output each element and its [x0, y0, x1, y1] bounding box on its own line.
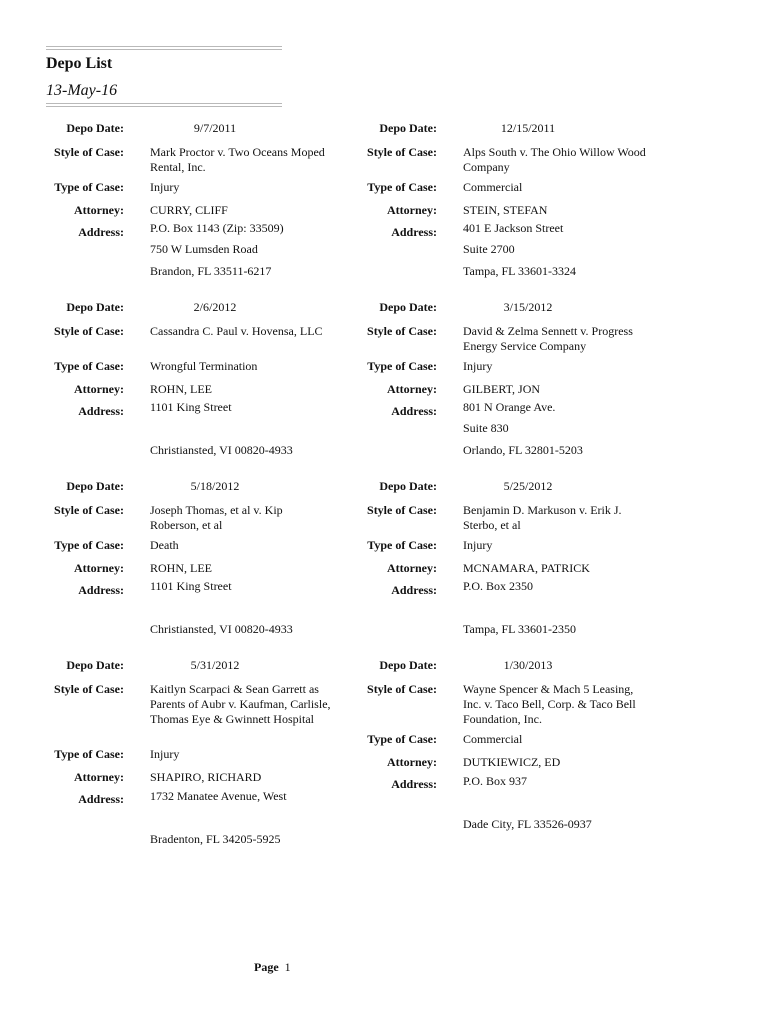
address-city: Bradenton, FL 34205-5925 [150, 832, 281, 846]
address-line-1: P.O. Box 1143 (Zip: 33509) [150, 221, 284, 235]
type-of-case-label: Type of Case: [54, 359, 124, 373]
depo-date-label: Depo Date: [379, 121, 437, 135]
style-of-case-value: Kaitlyn Scarpaci & Sean Garrett as Parents of Aubr v. Kaufman, Carlisle, Thomas Eye & Gwinnett Hospital [150, 682, 331, 726]
depo-date-value: 12/15/2011 [500, 121, 556, 135]
address-line-1: P.O. Box 937 [463, 774, 528, 788]
depo-date-label: Depo Date: [66, 121, 124, 135]
style-of-case-value: Cassandra C. Paul v. Hovensa, LLC [150, 324, 323, 338]
depo-date-label: Depo Date: [66, 479, 124, 493]
address-label: Address: [78, 225, 124, 239]
style-of-case-label: Style of Case: [367, 145, 437, 159]
type-of-case-label: Type of Case: [367, 359, 437, 373]
address-line-1: 1101 King Street [150, 400, 232, 414]
type-of-case-value: Injury [463, 538, 493, 552]
depo-date-value: 3/15/2012 [503, 300, 553, 314]
address-label: Address: [78, 792, 124, 806]
attorney-value: CURRY, CLIFF [150, 203, 228, 217]
type-of-case-label: Type of Case: [54, 747, 124, 761]
attorney-value: DUTKIEWICZ, ED [463, 755, 561, 769]
attorney-label: Attorney: [387, 382, 437, 396]
attorney-label: Attorney: [387, 203, 437, 217]
page-title: Depo List [46, 55, 113, 72]
type-of-case-value: Death [150, 538, 179, 552]
page-label: Page [254, 960, 279, 974]
address-label: Address: [391, 583, 437, 597]
address-city: Christiansted, VI 00820-4933 [150, 443, 293, 457]
type-of-case-label: Type of Case: [367, 538, 437, 552]
address-label: Address: [78, 583, 124, 597]
type-of-case-value: Injury [150, 747, 180, 761]
depo-entry [313, 479, 693, 649]
depo-entry [313, 300, 693, 470]
address-line-2: Suite 830 [463, 421, 509, 435]
style-of-case-label: Style of Case: [367, 682, 437, 696]
style-of-case-label: Style of Case: [367, 324, 437, 338]
header-rule-top [46, 46, 282, 50]
address-line-1: P.O. Box 2350 [463, 579, 534, 593]
header-rule-bottom [46, 103, 282, 107]
depo-date-value: 5/18/2012 [190, 479, 240, 493]
attorney-label: Attorney: [387, 755, 437, 769]
type-of-case-value: Injury [463, 359, 493, 373]
address-city: Christiansted, VI 00820-4933 [150, 622, 293, 636]
address-line-2: 750 W Lumsden Road [150, 242, 258, 256]
address-city: Dade City, FL 33526-0937 [463, 817, 592, 831]
depo-date-label: Depo Date: [379, 479, 437, 493]
type-of-case-label: Type of Case: [54, 538, 124, 552]
style-of-case-label: Style of Case: [54, 503, 124, 517]
attorney-value: GILBERT, JON [463, 382, 541, 396]
depo-date-label: Depo Date: [379, 300, 437, 314]
style-of-case-value: Joseph Thomas, et al v. Kip Roberson, et al [150, 503, 283, 532]
page-number: 1 [284, 960, 291, 974]
type-of-case-value: Wrongful Termination [150, 359, 258, 373]
address-label: Address: [391, 777, 437, 791]
depo-date-value: 2/6/2012 [193, 300, 237, 314]
type-of-case-value: Commercial [463, 732, 523, 746]
address-label: Address: [391, 225, 437, 239]
depo-date-value: 1/30/2013 [503, 658, 553, 672]
address-line-1: 1732 Manatee Avenue, West [150, 789, 287, 803]
attorney-label: Attorney: [74, 561, 124, 575]
report-date: 13-May-16 [46, 82, 118, 99]
type-of-case-label: Type of Case: [367, 180, 437, 194]
attorney-label: Attorney: [74, 770, 124, 784]
attorney-label: Attorney: [74, 382, 124, 396]
attorney-label: Attorney: [387, 561, 437, 575]
style-of-case-label: Style of Case: [54, 145, 124, 159]
attorney-value: STEIN, STEFAN [463, 203, 548, 217]
depo-date-value: 5/31/2012 [190, 658, 240, 672]
address-city: Tampa, FL 33601-2350 [463, 622, 577, 636]
style-of-case-value: Wayne Spencer & Mach 5 Leasing, Inc. v. Taco Bell, Corp. & Taco Bell Foundation, Inc. [463, 682, 636, 726]
depo-entry [313, 121, 693, 291]
depo-entry [313, 658, 693, 831]
attorney-label: Attorney: [74, 203, 124, 217]
address-label: Address: [391, 404, 437, 418]
style-of-case-value: Mark Proctor v. Two Oceans Moped Rental, Inc. [150, 145, 325, 174]
style-of-case-value: Alps South v. The Ohio Willow Wood Company [463, 145, 646, 174]
address-city: Brandon, FL 33511-6217 [150, 264, 272, 278]
depo-date-value: 9/7/2011 [193, 121, 237, 135]
attorney-value: ROHN, LEE [150, 382, 212, 396]
depo-date-label: Depo Date: [66, 300, 124, 314]
attorney-value: ROHN, LEE [150, 561, 212, 575]
depo-date-label: Depo Date: [66, 658, 124, 672]
address-city: Tampa, FL 33601-3324 [463, 264, 577, 278]
address-label: Address: [78, 404, 124, 418]
style-of-case-value: Benjamin D. Markuson v. Erik J. Sterbo, et al [463, 503, 622, 532]
address-line-1: 801 N Orange Ave. [463, 400, 556, 414]
page-footer [254, 960, 291, 975]
depo-date-label: Depo Date: [379, 658, 437, 672]
attorney-value: MCNAMARA, PATRICK [463, 561, 590, 575]
style-of-case-label: Style of Case: [367, 503, 437, 517]
type-of-case-label: Type of Case: [54, 180, 124, 194]
depo-date-value: 5/25/2012 [503, 479, 553, 493]
address-city: Orlando, FL 32801-5203 [463, 443, 583, 457]
address-line-1: 1101 King Street [150, 579, 232, 593]
address-line-1: 401 E Jackson Street [463, 221, 564, 235]
style-of-case-label: Style of Case: [54, 324, 124, 338]
type-of-case-value: Commercial [463, 180, 523, 194]
style-of-case-label: Style of Case: [54, 682, 124, 696]
attorney-value: SHAPIRO, RICHARD [150, 770, 262, 784]
style-of-case-value: David & Zelma Sennett v. Progress Energy Service Company [463, 324, 633, 353]
address-line-2: Suite 2700 [463, 242, 515, 256]
type-of-case-value: Injury [150, 180, 180, 194]
type-of-case-label: Type of Case: [367, 732, 437, 746]
